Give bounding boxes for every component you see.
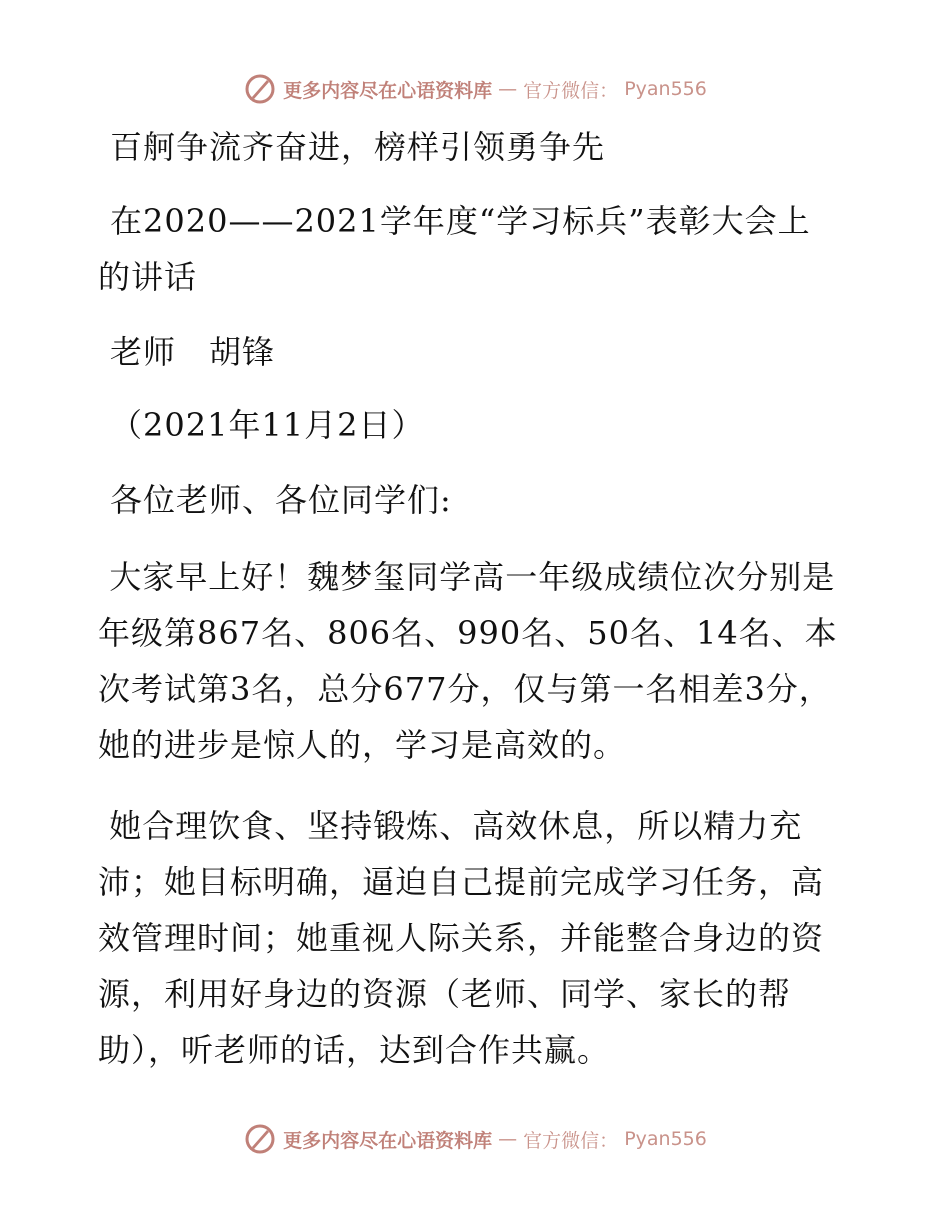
watermark-contact-id: Pyan556 xyxy=(624,1128,707,1150)
watermark-contact-id: Pyan556 xyxy=(624,78,707,100)
watermark-contact-label: 官方微信： xyxy=(523,1129,619,1152)
document-paragraph: 她合理饮食、坚持锻炼、高效休息，所以精力充沛；她目标明确，逼迫自己提前完成学习任务，高效管理时间；她重视人际关系，并能整合身边的资源，利用好身边的资源（老师、同学、家长的帮助），听老师的话，达到合作共赢。 xyxy=(98,807,825,1069)
quill-circle-logo-icon xyxy=(243,1122,277,1156)
watermark-separator: — xyxy=(498,78,518,100)
header-watermark xyxy=(0,72,950,106)
watermark-brand: 更多内容尽在心语资料库 xyxy=(283,79,493,102)
watermark-contact-label: 官方微信： xyxy=(523,79,619,102)
document-date: （2021年11月2日） xyxy=(110,406,425,444)
watermark-brand: 更多内容尽在心语资料库 xyxy=(283,1129,493,1152)
document-paragraph: 大家早上好！魏梦玺同学高一年级成绩位次分别是年级第867名、806名、990名、50名、14名、本次考试第3名，总分677分，仅与第一名相差3分，她的进步是惊人的，学习是高效的。 xyxy=(98,558,838,764)
document-author: 老师 胡锋 xyxy=(110,333,276,371)
watermark-separator: — xyxy=(498,1128,518,1150)
quill-circle-logo-icon xyxy=(243,72,277,106)
document-subtitle-line-2: 的讲话 xyxy=(98,258,198,296)
footer-watermark xyxy=(0,1122,950,1156)
document-title: 百舸争流齐奋进，榜样引领勇争先 xyxy=(110,128,606,166)
document-subtitle-line-1: 在2020——2021学年度“学习标兵”表彰大会上 xyxy=(110,202,811,240)
document-salutation: 各位老师、各位同学们: xyxy=(110,481,452,519)
